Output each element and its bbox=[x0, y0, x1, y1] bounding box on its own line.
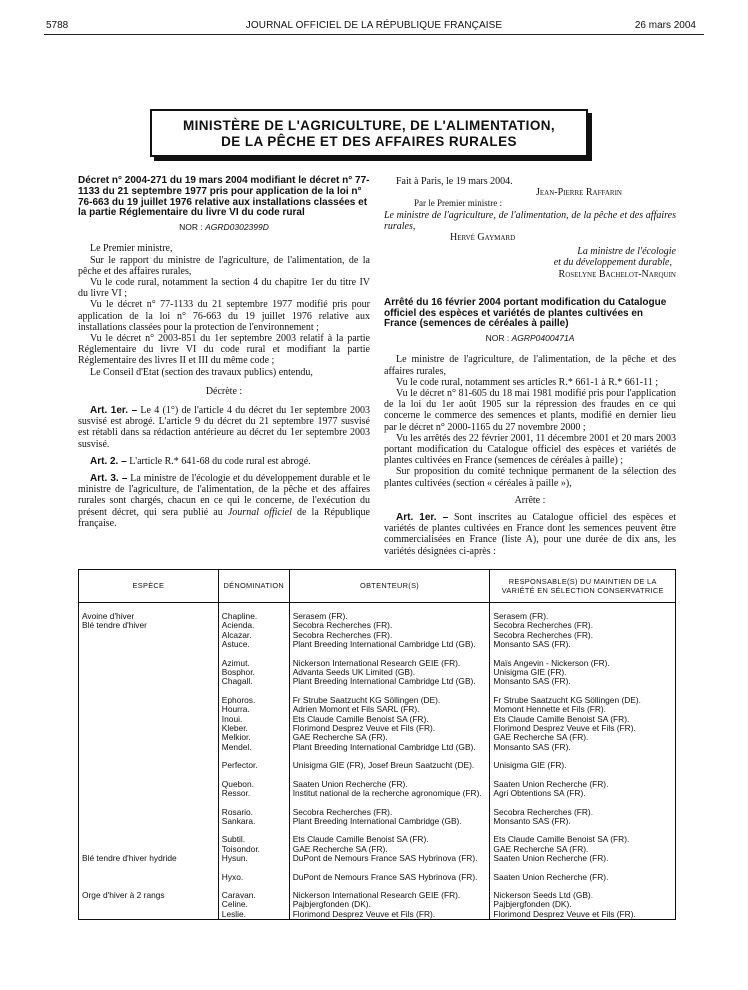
table-row bbox=[79, 789, 676, 798]
decret-para: Le Conseil d'Etat (section des travaux publics) entendu, bbox=[90, 366, 313, 378]
cell-espece bbox=[79, 668, 219, 677]
cell-espece bbox=[79, 631, 219, 640]
cell-responsable: Secobra Recherches (FR). bbox=[490, 631, 676, 640]
table-row bbox=[79, 761, 676, 770]
cell-espece bbox=[79, 743, 219, 752]
cell-responsable: Saaten Union Recherche (FR). bbox=[490, 854, 676, 863]
cell-obtenteur: Nickerson International Research GEIE (FR). bbox=[289, 659, 490, 668]
issue-date: 26 mars 2004 bbox=[634, 20, 696, 31]
ministry-line-2: DE LA PÊCHE ET DES AFFAIRES RURALES bbox=[221, 134, 517, 149]
decrete-heading: Décrète : bbox=[205, 385, 243, 397]
cell-espece bbox=[79, 817, 219, 826]
journal-title: JOURNAL OFFICIEL DE LA RÉPUBLIQUE FRANÇAISE bbox=[245, 20, 503, 31]
cell-responsable: Florimond Desprez Veuve et Fils (FR). bbox=[490, 910, 676, 920]
cell-responsable: Monsanto SAS (FR). bbox=[490, 640, 676, 649]
cell-responsable: Monsanto SAS (FR). bbox=[490, 817, 676, 826]
cell-espece: Blé tendre d'hiver hydride bbox=[79, 854, 219, 863]
cell-denomination: Kleber. bbox=[218, 724, 289, 733]
cell-denomination: Perfector. bbox=[218, 761, 289, 770]
cell-espece bbox=[79, 733, 219, 742]
cell-obtenteur: Florimond Desprez Veuve et Fils (FR). bbox=[289, 724, 490, 733]
ministry-line-1: MINISTÈRE DE L'AGRICULTURE, DE L'ALIMENTATION, bbox=[182, 118, 556, 133]
cell-denomination: Ephoros. bbox=[218, 696, 289, 705]
cell-espece bbox=[79, 640, 219, 649]
article-label: Art. 1er. – bbox=[396, 512, 449, 524]
cell-responsable: Saaten Union Recherche (FR). bbox=[490, 780, 676, 789]
col-header-responsables: RESPONSABLE(S) DU MAINTIEN DE LA VARIÉTÉ EN SÉLECTION CONSERVATRICE bbox=[490, 570, 676, 603]
table-row bbox=[79, 854, 676, 863]
cell-responsable: Monsanto SAS (FR). bbox=[490, 677, 676, 686]
cell-responsable: Monsanto SAS (FR). bbox=[490, 743, 676, 752]
cell-espece bbox=[79, 900, 219, 909]
arrete-para: Le ministre de l'agriculture, de l'alimentation, de la pêche et des affaires rurales, bbox=[384, 354, 676, 377]
cell-espece bbox=[79, 705, 219, 714]
table-row bbox=[79, 743, 676, 752]
decret-art-2: Art. 2. – L'article R.* 641-68 du code rural est abrogé. bbox=[90, 455, 311, 467]
signature-min-agri-name: Hervé Gaymard bbox=[450, 232, 516, 244]
cell-responsable: Fr Strube Saatzucht KG Söllingen (DE). bbox=[490, 696, 676, 705]
cell-denomination: Hyxo. bbox=[218, 873, 289, 882]
cell-obtenteur: DuPont de Nemours France SAS Hybrinova (FR). bbox=[289, 873, 490, 882]
cell-responsable: Nickerson Seeds Ltd (GB). bbox=[490, 891, 676, 900]
cell-espece bbox=[79, 724, 219, 733]
page-header bbox=[0, 18, 748, 34]
decret-para: Vu le décret n° 2003-851 du 1er septembre 2003 relatif à la partie Réglementaire du livre VI du code rural et modifiant la partie Réglementaire des livres II et III du même code ; bbox=[78, 333, 370, 367]
signature-fait: Fait à Paris, le 19 mars 2004. bbox=[396, 176, 513, 187]
cell-obtenteur: Plant Breeding International Cambridge (GB). bbox=[289, 817, 490, 826]
cell-obtenteur: Secobra Recherches (FR). bbox=[289, 808, 490, 817]
cell-obtenteur: Unisigma GIE (FR), Josef Breun Saatzucht (DE). bbox=[289, 761, 490, 770]
cell-denomination: Toisondor. bbox=[218, 845, 289, 854]
cell-espece bbox=[79, 835, 219, 844]
cell-denomination: Astuce. bbox=[218, 640, 289, 649]
article-label: Art. 2. – bbox=[90, 455, 127, 467]
cell-espece: Blé tendre d'hiver bbox=[79, 621, 219, 630]
arrete-para: Sur proposition du comité technique permanent de la sélection des plantes cultivées (section « céréales à paille »), bbox=[384, 466, 676, 489]
cell-denomination: Sankara. bbox=[218, 817, 289, 826]
decret-art-3: Art. 3. – La ministre de l'écologie et du développement durable et le ministre de l'agriculture, de l'alimentation, de la pêche et des affaires rurales sont chargés, chacun en ce qui le concerne, de l'exécution du présent décret, qui sera publié au Journal officiel de la République française. bbox=[78, 473, 371, 529]
cell-denomination: Subtil. bbox=[218, 835, 289, 844]
cell-obtenteur: Institut national de la recherche agronomique (FR). bbox=[289, 789, 490, 798]
cell-denomination: Alcazar. bbox=[218, 631, 289, 640]
cell-responsable: Ets Claude Camille Benoist SA (FR). bbox=[490, 835, 676, 844]
cell-responsable: GAE Recherche SA (FR). bbox=[490, 733, 676, 742]
cell-espece: Avoine d'hiver bbox=[79, 612, 219, 621]
cell-obtenteur: Ets Claude Camille Benoist SA (FR). bbox=[289, 715, 490, 724]
table-header-row bbox=[79, 570, 676, 603]
cell-denomination: Quebon. bbox=[218, 780, 289, 789]
cell-responsable: Secobra Recherches (FR). bbox=[490, 621, 676, 630]
cell-espece bbox=[79, 808, 219, 817]
arrete-para: Vu le décret n° 81-605 du 18 mai 1981 modifié pris pour l'application de la loi du 1er août 1905 sur la répression des fraudes en ce qui concerne le commerce des semences et plants, modifié en dernier lieu par le décret n° 2000-1165 du 27 novembre 2000 ; bbox=[384, 388, 676, 433]
cell-denomination: Rosario. bbox=[218, 808, 289, 817]
arrete-nor-code: AGRP0400471A bbox=[511, 333, 575, 344]
decret-para: Vu le code rural, notamment la section 4 du chapitre 1er du titre IV du livre VI ; bbox=[78, 277, 370, 300]
table-spacer bbox=[79, 603, 676, 613]
cell-denomination: Melkior. bbox=[218, 733, 289, 742]
decret-title: Décret n° 2004-271 du 19 mars 2004 modifiant le décret n° 77-1133 du 21 septembre 1977 pris pour application de la loi n° 76-663 du 19 juillet 1976 relative aux installations classées et la partie Réglementaire du livre VI du code rural bbox=[78, 175, 370, 219]
signature-par: Par le Premier ministre : bbox=[414, 198, 502, 209]
cell-responsable: Unisigma GIE (FR). bbox=[490, 761, 676, 770]
cell-espece bbox=[79, 780, 219, 789]
cell-denomination: Hysun. bbox=[218, 854, 289, 863]
cell-responsable: Serasem (FR). bbox=[490, 612, 676, 621]
cell-obtenteur: Plant Breeding International Cambridge Ltd (GB). bbox=[289, 743, 490, 752]
cell-obtenteur: Secobra Recherches (FR). bbox=[289, 631, 490, 640]
cell-obtenteur: Fr Strube Saatzucht KG Söllingen (DE). bbox=[289, 696, 490, 705]
cell-obtenteur: Serasem (FR). bbox=[289, 612, 490, 621]
cell-denomination: Azimut. bbox=[218, 659, 289, 668]
cell-denomination: Celine. bbox=[218, 900, 289, 909]
cell-obtenteur: Ets Claude Camille Benoist SA (FR). bbox=[289, 835, 490, 844]
cell-espece bbox=[79, 715, 219, 724]
cell-espece bbox=[79, 789, 219, 798]
cell-responsable: Agri Obtentions SA (FR). bbox=[490, 789, 676, 798]
cell-responsable: GAE Recherche SA (FR). bbox=[490, 845, 676, 854]
arrete-para: Vu les arrêtés des 22 février 2001, 11 décembre 2001 et 20 mars 2003 portant modification du Catalogue officiel des espèces et variétés de plantes cultivées en France (semences de céréales à paille) ; bbox=[384, 432, 676, 467]
cell-obtenteur: Secobra Recherches (FR). bbox=[289, 621, 490, 630]
col-header-obtenteurs: OBTENTEUR(S) bbox=[289, 570, 490, 603]
cell-denomination: Bosphor. bbox=[218, 668, 289, 677]
table-row bbox=[79, 910, 676, 920]
signature-min-agri-title: Le ministre de l'agriculture, de l'alimentation, de la pêche et des affaires rurales, bbox=[384, 209, 676, 232]
cell-obtenteur: Pajbjergfonden (DK). bbox=[289, 900, 490, 909]
cell-espece bbox=[79, 696, 219, 705]
table-row bbox=[79, 891, 676, 900]
cell-obtenteur: GAE Recherche SA (FR). bbox=[289, 845, 490, 854]
cell-responsable: Florimond Desprez Veuve et Fils (FR). bbox=[490, 724, 676, 733]
cell-responsable: Pajbjergfonden (DK). bbox=[490, 900, 676, 909]
cell-obtenteur: DuPont de Nemours France SAS Hybrinova (FR). bbox=[289, 854, 490, 863]
cell-obtenteur: Saaten Union Recherche (FR). bbox=[289, 780, 490, 789]
signature-pm: Jean-Pierre Raffarin bbox=[536, 187, 622, 199]
cell-espece bbox=[79, 761, 219, 770]
table-row bbox=[79, 640, 676, 649]
signature-min-eco-name: Roselyne Bachelot-Narquin bbox=[558, 268, 676, 280]
cell-responsable: Maïs Angevin - Nickerson (FR). bbox=[490, 659, 676, 668]
cell-denomination: Ressor. bbox=[218, 789, 289, 798]
cell-obtenteur: GAE Recherche SA (FR). bbox=[289, 733, 490, 742]
decret-para: Vu le décret n° 77-1133 du 21 septembre 1977 modifié pris pour application de la loi n° 76-663 du 19 juillet 1976 relative aux installations classées pour la protection de l'environnement ; bbox=[78, 299, 370, 333]
table-row bbox=[79, 873, 676, 882]
cell-denomination: Chapline. bbox=[218, 612, 289, 621]
left-column bbox=[78, 176, 370, 529]
arrete-nor: NOR : AGRP0400471A bbox=[485, 333, 575, 344]
cell-obtenteur: Advanta Seeds UK Limited (GB). bbox=[289, 668, 490, 677]
cell-responsable: Ets Claude Camille Benoist SA (FR). bbox=[490, 715, 676, 724]
cell-denomination: Acienda. bbox=[218, 621, 289, 630]
cell-espece bbox=[79, 659, 219, 668]
header-rule bbox=[44, 34, 704, 35]
cell-obtenteur: Adrien Momont et Fils SARL (FR). bbox=[289, 705, 490, 714]
col-header-denomination: DÉNOMINATION bbox=[218, 570, 289, 603]
cell-obtenteur: Plant Breeding International Cambridge Ltd (GB). bbox=[289, 677, 490, 686]
ministry-banner bbox=[150, 109, 588, 157]
page-number: 5788 bbox=[46, 20, 69, 31]
varieties-table bbox=[78, 569, 676, 920]
arrete-heading: Arrête : bbox=[514, 494, 546, 506]
cell-obtenteur: Nickerson International Research GEIE (FR). bbox=[289, 891, 490, 900]
decret-para: Sur le rapport du ministre de l'agriculture, de l'alimentation, de la pêche et des affaires rurales, bbox=[78, 254, 370, 277]
cell-obtenteur: Plant Breeding International Cambridge Ltd (GB). bbox=[289, 640, 490, 649]
cell-responsable: Saaten Union Recherche (FR). bbox=[490, 873, 676, 882]
cell-espece: Orge d'hiver à 2 rangs bbox=[79, 891, 219, 900]
decret-art-1: Art. 1er. – Le 4 (1°) de l'article 4 du décret du 1er septembre 2003 susvisé est abrogé. L'article 9 du décret du 21 septembre 1977 susvisé est rétabli dans sa rédaction antérieure au décret du 1er septembre 2003 susvisé. bbox=[78, 405, 370, 450]
cell-responsable: Secobra Recherches (FR). bbox=[490, 808, 676, 817]
decret-para: Le Premier ministre, bbox=[90, 243, 173, 255]
cell-denomination: Leslie. bbox=[218, 910, 289, 920]
table-row bbox=[79, 677, 676, 686]
decret-nor: NOR : AGRD0302399D bbox=[179, 222, 269, 233]
article-label: Art. 1er. – bbox=[90, 405, 138, 417]
cell-denomination: Inoui. bbox=[218, 715, 289, 724]
cell-espece bbox=[79, 910, 219, 920]
arrete-para: Vu le code rural, notamment ses articles R.* 661-1 à R.* 661-11 ; bbox=[396, 376, 659, 388]
cell-denomination: Caravan. bbox=[218, 891, 289, 900]
arrete-title: Arrêté du 16 février 2004 portant modification du Catalogue officiel des espèces et variétés de plantes cultivées en France (semences de céréales à paille) bbox=[384, 296, 667, 330]
table-row bbox=[79, 817, 676, 826]
signature-min-eco-title-1: La ministre de l'écologie bbox=[577, 246, 676, 258]
cell-responsable: Unisigma GIE (FR). bbox=[490, 668, 676, 677]
signature-min-eco-title-2: et du développement durable, bbox=[553, 257, 672, 269]
cell-denomination: Mendel. bbox=[218, 743, 289, 752]
arrete-art-1: Art. 1er. – Sont inscrites au Catalogue officiel des espèces et variétés de plantes cultivées en France dont les semences peuvent être commercialisées en France (liste A), pour une durée de dix ans, les variétés désignées ci-après : bbox=[384, 512, 677, 557]
col-header-espece: ESPÈCE bbox=[79, 570, 219, 603]
cell-responsable: Momont Hennette et Fils (FR). bbox=[490, 705, 676, 714]
decret-nor-code: AGRD0302399D bbox=[205, 222, 269, 233]
right-column bbox=[384, 176, 676, 557]
cell-obtenteur: Florimond Desprez Veuve et Fils (FR). bbox=[289, 910, 490, 920]
table-body bbox=[79, 603, 676, 920]
cell-espece bbox=[79, 677, 219, 686]
article-label: Art. 3. – bbox=[90, 473, 128, 485]
cell-denomination: Hourra. bbox=[218, 705, 289, 714]
cell-espece bbox=[79, 873, 219, 882]
cell-denomination: Chagall. bbox=[218, 677, 289, 686]
